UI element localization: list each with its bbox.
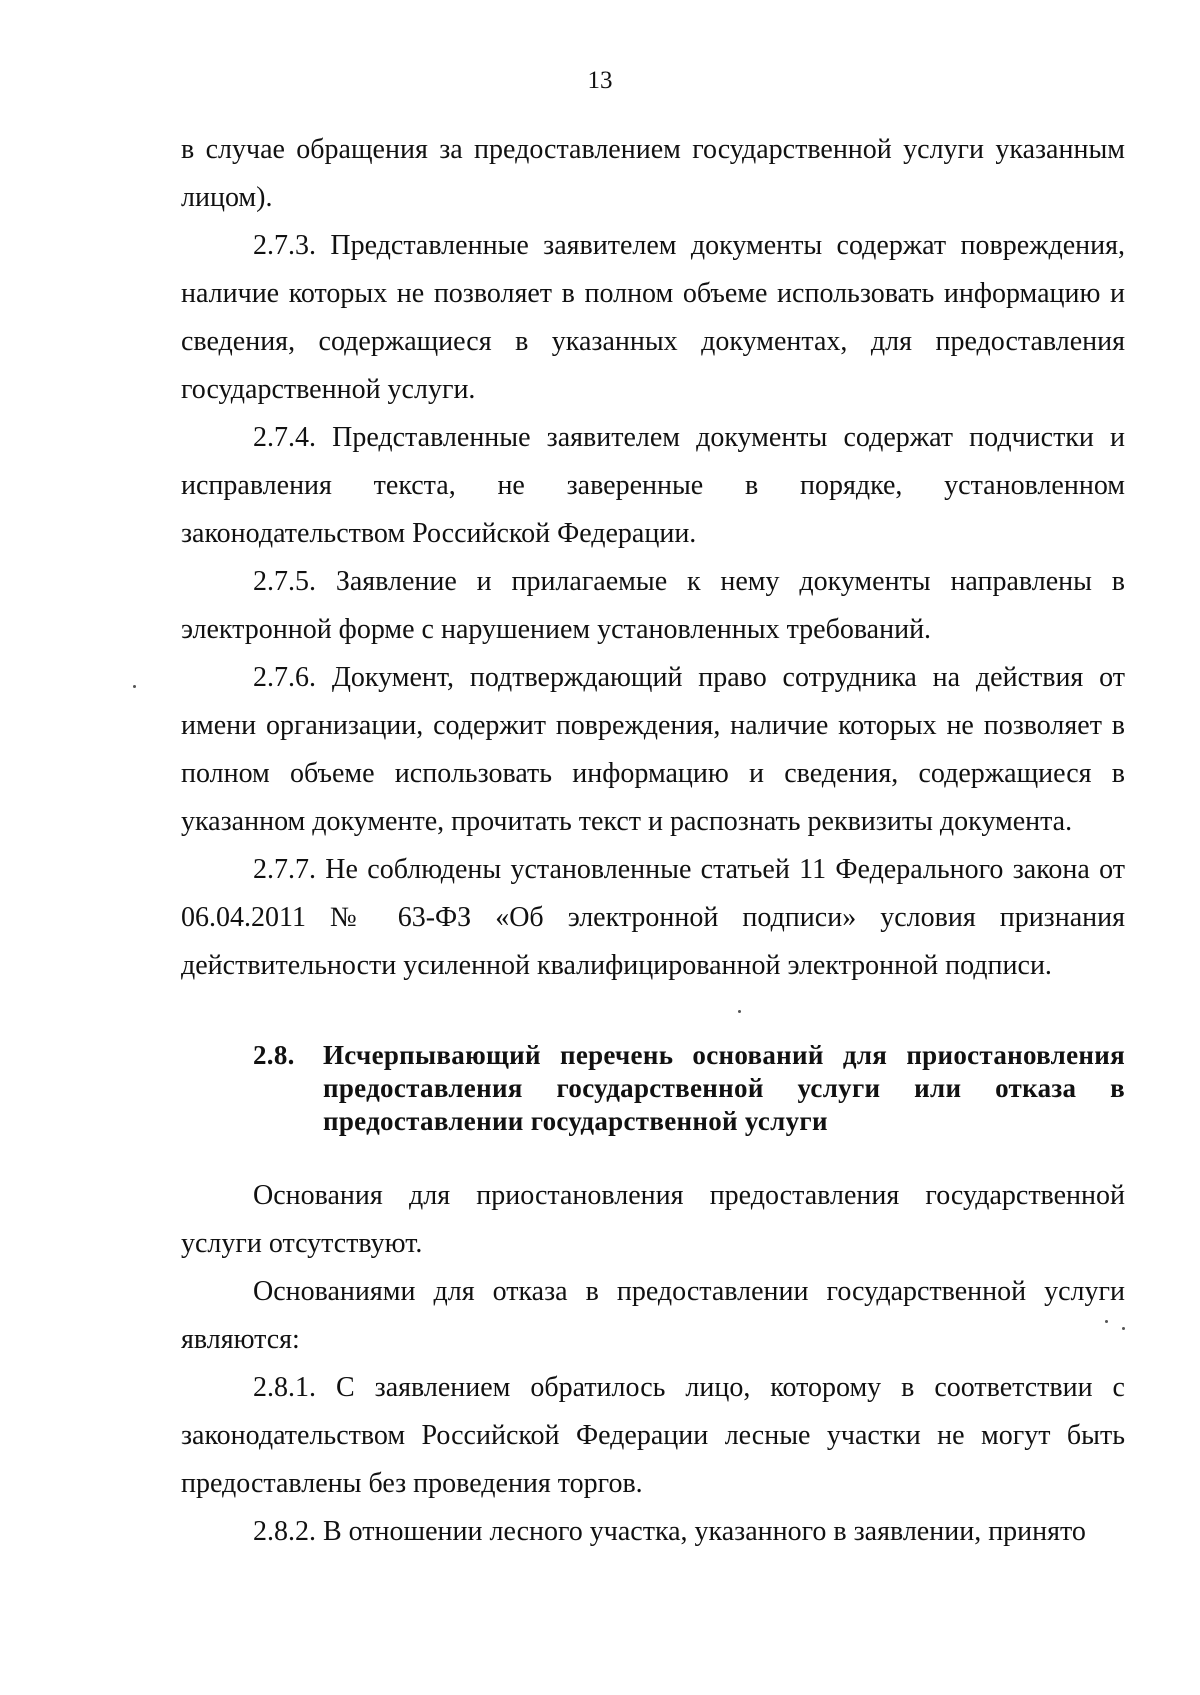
paragraph-2-8-1: 2.8.1. С заявлением обратилось лицо, которому в соответствии с законодательством Российской Федерации лесные участки не могут быть предоставлены без проведения торгов. (181, 1372, 1125, 1499)
scan-speck (738, 1010, 741, 1013)
paragraph-refusal-grounds: Основаниями для отказа в предоставлении государственной услуги являются: (181, 1276, 1125, 1355)
scan-speck (1122, 1327, 1125, 1330)
page-number: 13 (587, 67, 613, 94)
paragraph-2-8-2: 2.8.2. В отношении лесного участка, указанного в заявлении, принято (253, 1516, 1086, 1547)
paragraph-no-suspension: Основания для приостановления предоставления государственной услуги отсутствуют. (181, 1180, 1125, 1259)
paragraph-2-7-7: 2.7.7. Не соблюдены установленные статьей 11 Федерального закона от 06.04.2011 № 63-ФЗ «Об электронной подписи» условия признания действительности усиленной квалифицированной электронной подписи. (181, 854, 1125, 981)
document-body (181, 126, 1125, 1556)
paragraph-2-7-3: 2.7.3. Представленные заявителем документы содержат повреждения, наличие которых не позволяет в полном объеме использовать информацию и сведения, содержащиеся в указанных документах, для предоставления государственной услуги. (181, 230, 1125, 405)
section-heading-2-8 (181, 1039, 1125, 1138)
paragraph-2-7-4: 2.7.4. Представленные заявителем документы содержат подчистки и исправления текста, не заверенные в порядке, установленном законодательством Российской Федерации. (181, 422, 1125, 549)
section-heading-title: Исчерпывающий перечень оснований для приостановления предоставления государственной услуги или отказа в предоставлении государственной услуги (323, 1040, 1125, 1136)
paragraph-continuation: в случае обращения за предоставлением государственной услуги указанным лицом). (181, 134, 1125, 213)
section-heading-number: 2.8. (253, 1040, 295, 1070)
scan-speck (1105, 1320, 1108, 1323)
paragraph-2-7-5: 2.7.5. Заявление и прилагаемые к нему документы направлены в электронной форме с нарушением установленных требований. (181, 566, 1125, 645)
paragraph-2-7-6: 2.7.6. Документ, подтверждающий право сотрудника на действия от имени организации, содержит повреждения, наличие которых не позволяет в полном объеме использовать информацию и сведения, содержащиеся в указанном документе, прочитать текст и распознать реквизиты документа. (181, 662, 1125, 837)
scan-speck (133, 685, 136, 688)
